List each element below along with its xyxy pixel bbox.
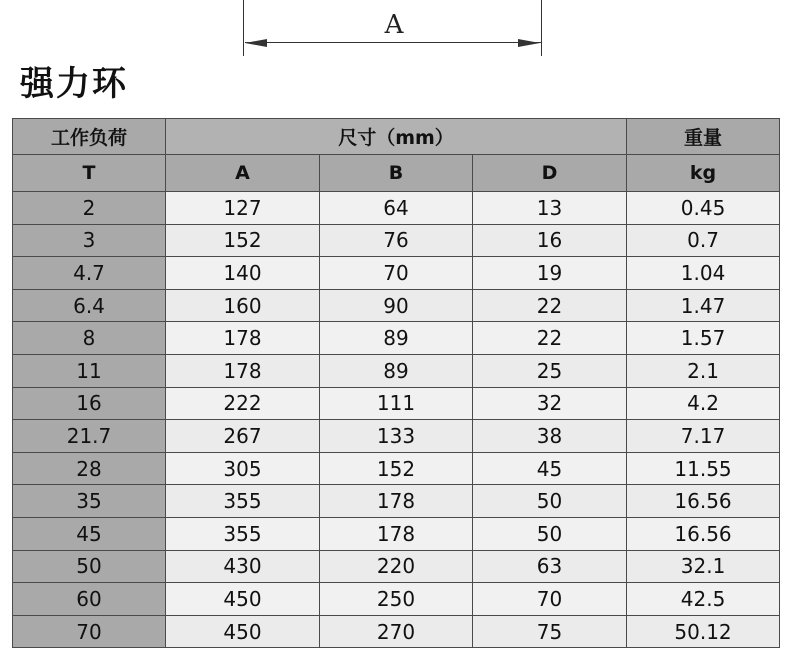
b-cell: 178 [320,485,473,518]
a-cell: 430 [166,550,320,583]
a-cell: 160 [166,289,320,322]
load-cell: 4.7 [13,257,166,290]
header-row [13,119,780,155]
subheader-row [13,155,780,192]
weight-cell: 16.56 [627,485,780,518]
weight-cell: 7.17 [627,420,780,453]
arrow-left-icon [245,39,267,47]
load-cell: 2 [13,192,166,225]
table-row [13,615,780,648]
weight-cell: 11.55 [627,452,780,485]
load-cell: 45 [13,517,166,550]
weight-cell: 1.47 [627,289,780,322]
weight-cell: 16.56 [627,517,780,550]
table-row [13,550,780,583]
table-row [13,485,780,518]
weight-cell: 2.1 [627,354,780,387]
header-dimensions: 尺寸（mm） [166,119,627,155]
table-row [13,192,780,225]
dimension-line [245,42,541,43]
dimension-drawing [0,0,790,60]
b-cell: 76 [320,224,473,257]
dimension-extension-right [541,0,542,56]
load-cell: 11 [13,354,166,387]
d-cell: 22 [473,289,627,322]
table-row [13,224,780,257]
d-cell: 50 [473,485,627,518]
b-cell: 89 [320,354,473,387]
dimension-extension-left [243,0,244,56]
a-cell: 152 [166,224,320,257]
weight-cell: 0.7 [627,224,780,257]
a-cell: 355 [166,485,320,518]
a-cell: 450 [166,615,320,648]
d-cell: 32 [473,387,627,420]
table-row [13,583,780,616]
b-cell: 70 [320,257,473,290]
a-cell: 178 [166,322,320,355]
load-cell: 21.7 [13,420,166,453]
table-row [13,322,780,355]
b-cell: 250 [320,583,473,616]
load-cell: 3 [13,224,166,257]
d-cell: 22 [473,322,627,355]
spec-table [12,118,780,648]
table-row [13,420,780,453]
d-cell: 25 [473,354,627,387]
table-row [13,387,780,420]
b-cell: 270 [320,615,473,648]
weight-cell: 4.2 [627,387,780,420]
d-cell: 38 [473,420,627,453]
d-cell: 50 [473,517,627,550]
a-cell: 450 [166,583,320,616]
b-cell: 220 [320,550,473,583]
load-cell: 60 [13,583,166,616]
load-cell: 70 [13,615,166,648]
weight-cell: 50.12 [627,615,780,648]
header-load-unit: T [13,155,166,192]
a-cell: 178 [166,354,320,387]
a-cell: 127 [166,192,320,225]
d-cell: 70 [473,583,627,616]
header-weight-unit: kg [627,155,780,192]
a-cell: 140 [166,257,320,290]
load-cell: 16 [13,387,166,420]
b-cell: 64 [320,192,473,225]
header-col-a: A [166,155,320,192]
weight-cell: 1.57 [627,322,780,355]
b-cell: 90 [320,289,473,322]
header-weight: 重量 [627,119,780,155]
d-cell: 75 [473,615,627,648]
table-row [13,289,780,322]
d-cell: 16 [473,224,627,257]
header-col-d: D [473,155,627,192]
load-cell: 8 [13,322,166,355]
b-cell: 152 [320,452,473,485]
load-cell: 6.4 [13,289,166,322]
table-row [13,517,780,550]
d-cell: 45 [473,452,627,485]
a-cell: 222 [166,387,320,420]
header-load: 工作负荷 [13,119,166,155]
table-row [13,257,780,290]
b-cell: 178 [320,517,473,550]
d-cell: 63 [473,550,627,583]
header-col-b: B [320,155,473,192]
b-cell: 133 [320,420,473,453]
dimension-label: A [384,10,404,40]
a-cell: 267 [166,420,320,453]
arrow-right-icon [518,39,540,47]
a-cell: 355 [166,517,320,550]
weight-cell: 42.5 [627,583,780,616]
weight-cell: 0.45 [627,192,780,225]
a-cell: 305 [166,452,320,485]
load-cell: 28 [13,452,166,485]
d-cell: 13 [473,192,627,225]
load-cell: 35 [13,485,166,518]
load-cell: 50 [13,550,166,583]
b-cell: 111 [320,387,473,420]
b-cell: 89 [320,322,473,355]
weight-cell: 1.04 [627,257,780,290]
d-cell: 19 [473,257,627,290]
table-row [13,354,780,387]
table-row [13,452,780,485]
weight-cell: 32.1 [627,550,780,583]
page-title: 强力环 [20,64,128,104]
